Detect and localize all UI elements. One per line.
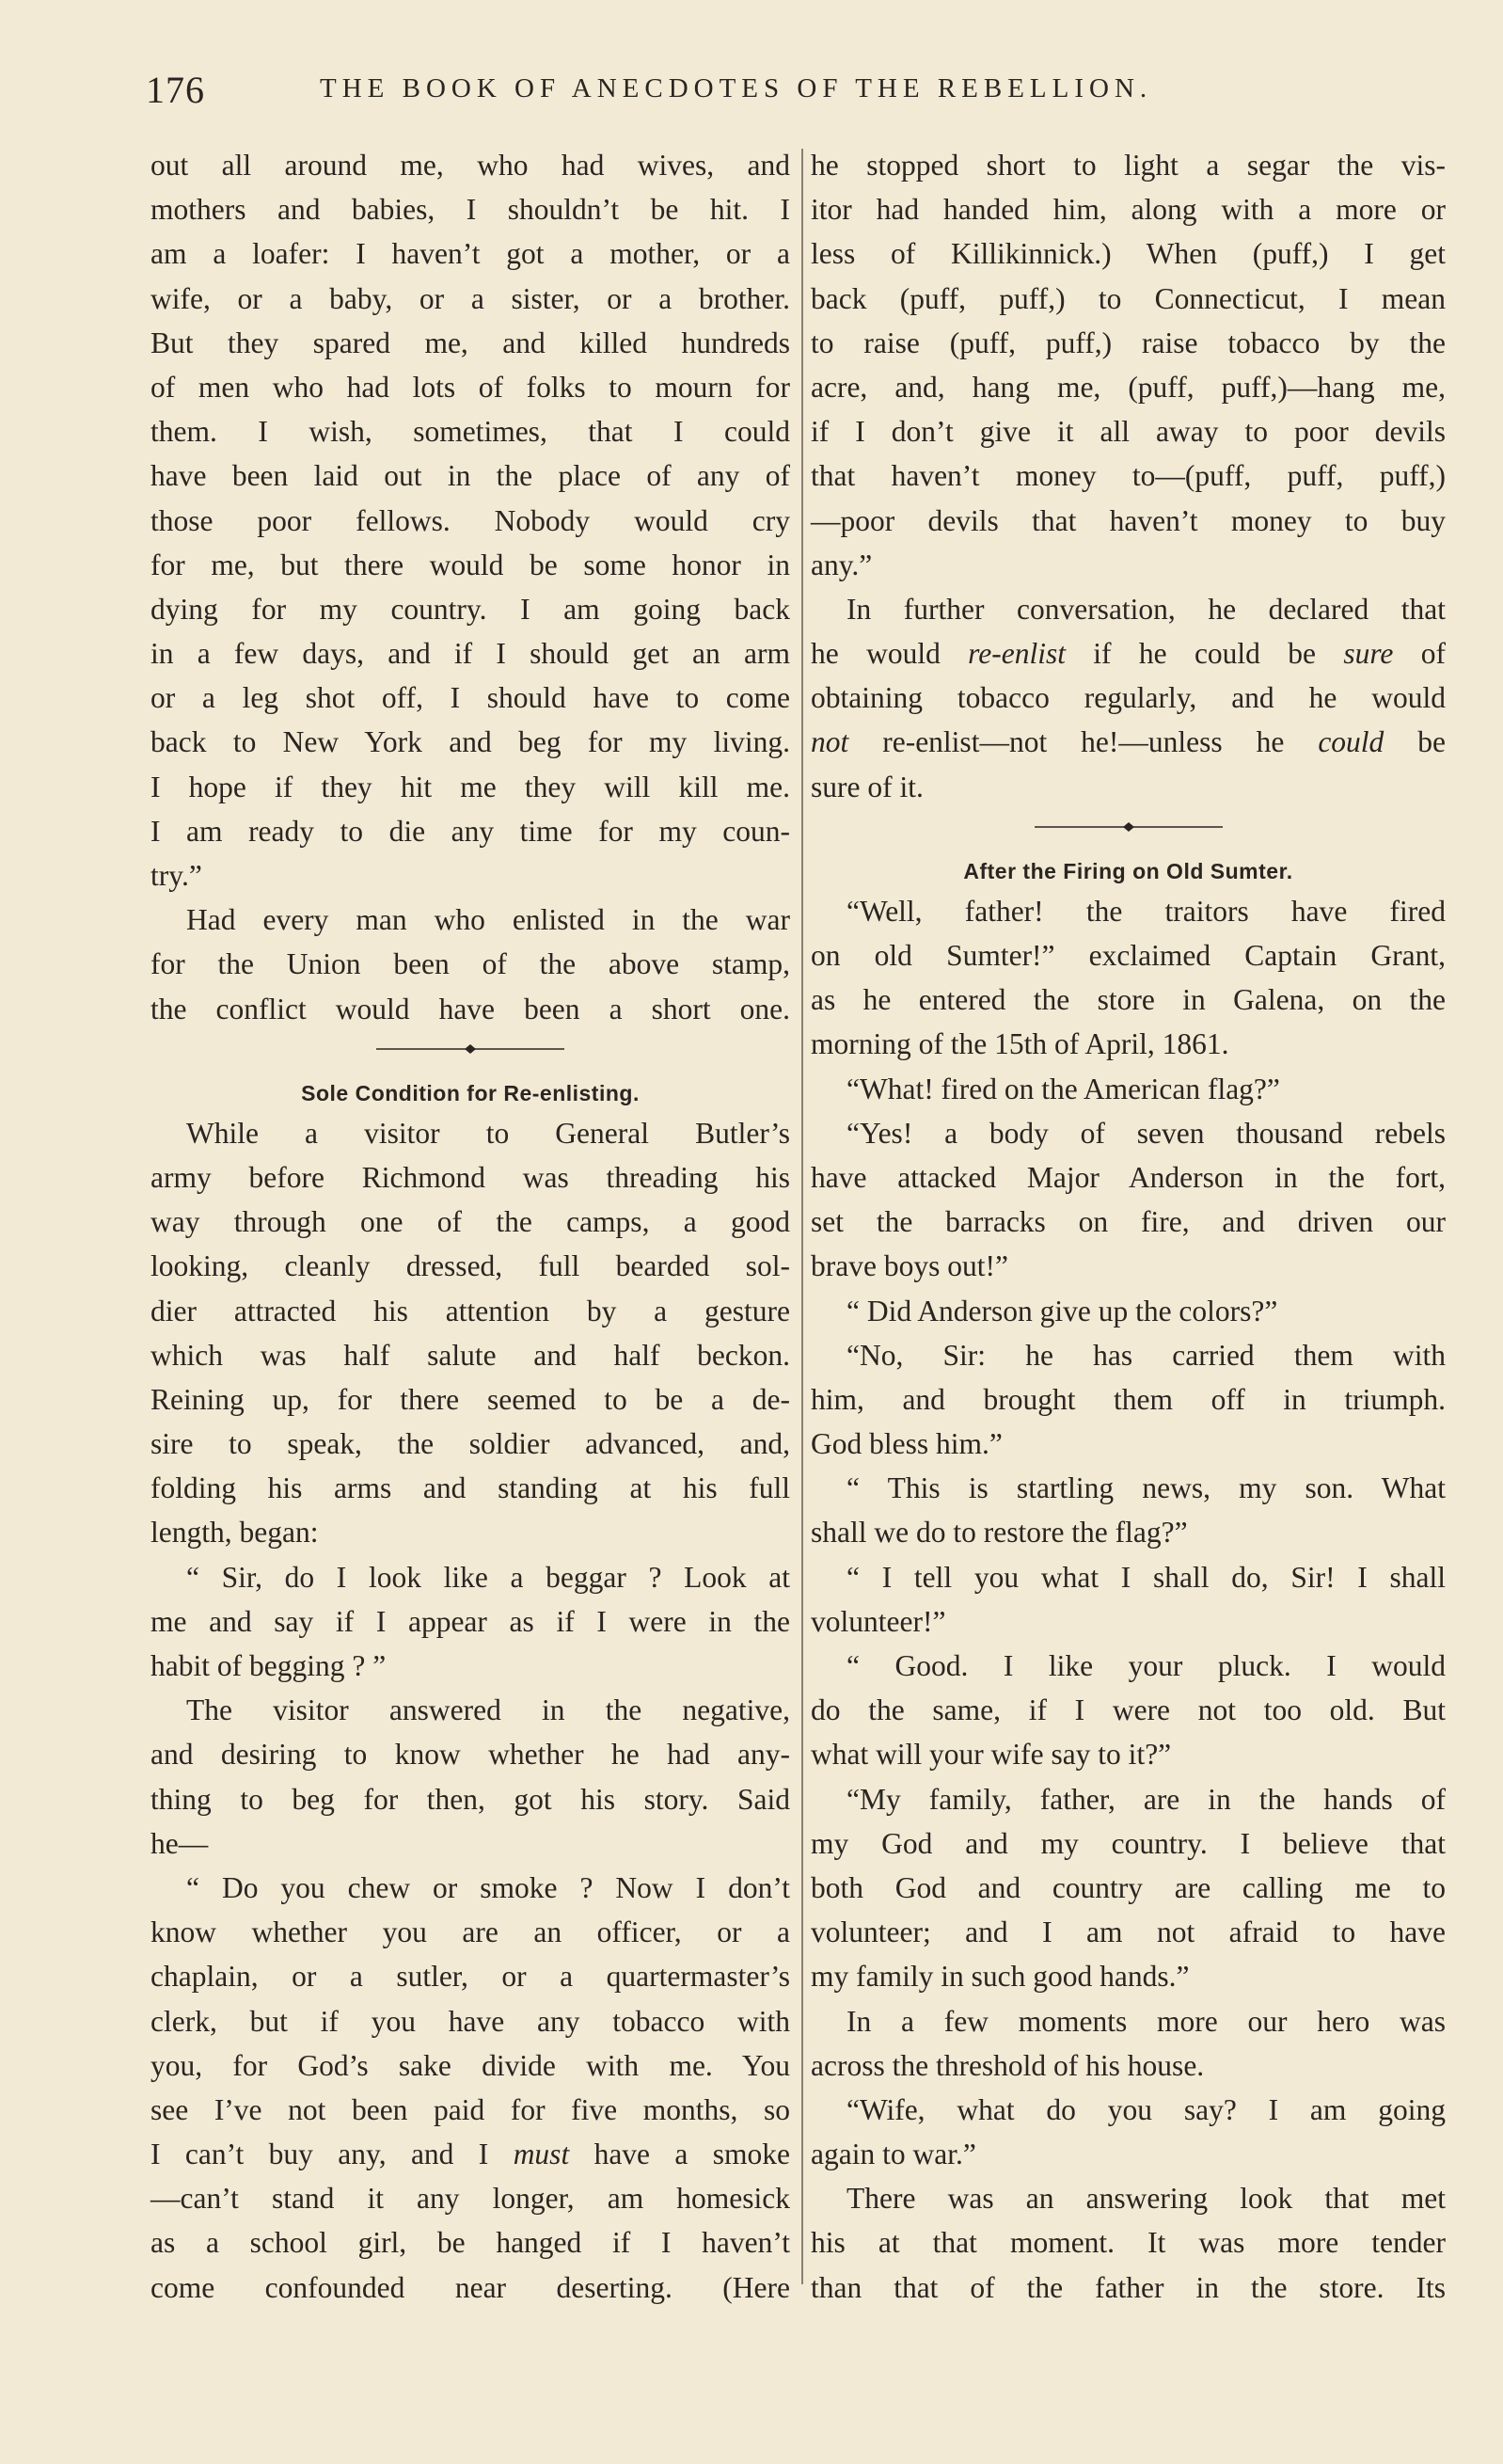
text-line: set the barracks on fire, and driven our	[811, 1205, 1446, 1239]
text-line: Reining up, for there seemed to be a de-	[150, 1382, 790, 1416]
text-span: re-enlist—not he!—unless he	[848, 725, 1319, 759]
text-line: he stopped short to light a segar the vis-	[811, 149, 1446, 182]
text-line: mothers and babies, I shouldn’t be hit. I	[150, 193, 790, 227]
text-line: shall we do to restore the flag?”	[811, 1516, 1188, 1550]
text-line: “What! fired on the American flag?”	[846, 1072, 1280, 1105]
emphasis: not	[811, 725, 849, 759]
paragraph	[811, 2176, 1446, 2310]
text-line: less of Killikinnick.) When (puff,) I get	[811, 237, 1446, 271]
text-line: both God and country are calling me to	[811, 1870, 1446, 1904]
text-line: again to war.”	[811, 2138, 976, 2171]
text-line: that haven’t money to—(puff, puff, puff,)	[811, 459, 1446, 493]
text-span: I can’t buy any, and I	[150, 2138, 489, 2171]
text-line: those poor fellows. Nobody would cry	[150, 503, 790, 537]
text-line: what will your wife say to it?”	[811, 1738, 1172, 1772]
text-line: —can’t stand it any longer, am homesick	[150, 2182, 790, 2216]
section-ornament	[811, 809, 1446, 845]
text-line: his at that moment. It was more tender	[811, 2226, 1446, 2260]
text-line: you, for God’s sake divide with me. You	[150, 2048, 790, 2082]
text-line: “No, Sir: he has carried them with	[846, 1338, 1446, 1372]
emphasis: re-enlist	[968, 637, 1066, 671]
text-line: clerk, but if you have any tobacco with	[150, 2004, 790, 2038]
text-line: which was half salute and half beckon.	[150, 1338, 790, 1372]
paragraph	[150, 143, 790, 898]
text-line: “Well, father! the traitors have fired	[846, 894, 1446, 928]
running-head: THE BOOK OF ANECDOTES OF THE REBELLION.	[320, 73, 1153, 103]
text-line: back to New York and beg for my living.	[150, 725, 790, 759]
text-line: I hope if they hit me they will kill me.	[150, 770, 790, 803]
text-line: In a few moments more our hero was	[846, 2004, 1446, 2038]
text-line: I am ready to die any time for my coun-	[150, 814, 790, 848]
text-line: as he entered the store in Galena, on the	[811, 983, 1446, 1017]
text-line: back (puff, puff,) to Connecticut, I mean	[811, 281, 1446, 315]
text-line	[811, 631, 1446, 676]
text-line: habit of begging ? ”	[150, 1649, 387, 1682]
text-line: in a few days, and if I should get an arm	[150, 637, 790, 671]
paragraph	[811, 889, 1446, 1067]
text-line: out all around me, who had wives, and	[150, 149, 790, 182]
right-column	[811, 143, 1446, 2310]
text-line: am a loafer: I haven’t got a mother, or a	[150, 237, 790, 271]
paragraph	[150, 1688, 790, 1866]
text-line: the conflict would have been a short one.	[150, 992, 790, 1025]
text-line: “ Did Anderson give up the colors?”	[846, 1294, 1278, 1327]
text-line: or a leg shot off, I should have to come	[150, 681, 790, 715]
text-line: know whether you are an officer, or a	[150, 1916, 790, 1949]
text-line: folding his arms and standing at his full	[150, 1471, 790, 1505]
text-line: for me, but there would be some honor in	[150, 548, 790, 581]
text-line: them. I wish, sometimes, that I could	[150, 415, 790, 449]
text-line: “My family, father, are in the hands of	[846, 1782, 1446, 1816]
text-line: “ Do you chew or smoke ? Now I don’t	[186, 1870, 790, 1904]
text-line: have been laid out in the place of any of	[150, 459, 790, 493]
paragraph	[811, 587, 1446, 809]
text-line: as a school girl, be hanged if I haven’t	[150, 2226, 790, 2260]
text-span: of	[1393, 637, 1446, 671]
text-line: “ This is startling news, my son. What	[846, 1471, 1446, 1505]
text-line: “ Good. I like your pluck. I would	[846, 1649, 1446, 1682]
text-line: dying for my country. I am going back	[150, 592, 790, 626]
text-line: —poor devils that haven’t money to buy	[811, 503, 1446, 537]
text-line	[150, 2132, 790, 2176]
paragraph	[811, 2088, 1446, 2176]
text-line: dier attracted his attention by a gesture	[150, 1294, 790, 1327]
text-line: volunteer!”	[811, 1604, 946, 1638]
paragraph	[811, 1555, 1446, 1644]
emphasis: must	[513, 2138, 570, 2171]
text-line: and desiring to know whether he had any-	[150, 1738, 790, 1772]
text-line: he—	[150, 1826, 209, 1860]
text-line: Had every man who enlisted in the war	[186, 903, 790, 937]
text-line: do the same, if I were not too old. But	[811, 1693, 1446, 1727]
text-line: army before Richmond was threading his	[150, 1160, 790, 1194]
text-line: way through one of the camps, a good	[150, 1205, 790, 1239]
text-line: my family in such good hands.”	[811, 1960, 1190, 1994]
paragraph	[811, 1644, 1446, 1777]
paragraph	[811, 1111, 1446, 1289]
text-line: to raise (puff, puff,) raise tobacco by the	[811, 326, 1446, 359]
paragraph	[150, 1111, 790, 1555]
text-span: he would	[811, 637, 969, 671]
text-line: obtaining tobacco regularly, and he would	[811, 681, 1446, 715]
text-line: any.”	[811, 548, 873, 581]
paragraph	[150, 1555, 790, 1689]
emphasis: could	[1318, 725, 1384, 759]
section-title: Sole Condition for Re-enlisting.	[301, 1080, 640, 1105]
text-line: on old Sumter!” exclaimed Captain Grant,	[811, 939, 1446, 972]
text-line: have attacked Major Anderson in the fort,	[811, 1160, 1446, 1194]
text-line: if I don’t give it all away to poor devils	[811, 415, 1446, 449]
text-line: try.”	[150, 859, 202, 892]
text-line: chaplain, or a sutler, or a quartermaster’s	[150, 1960, 790, 1994]
text-line: itor had handed him, along with a more or	[811, 193, 1446, 227]
section-ornament	[150, 1031, 790, 1067]
text-line: see I’ve not been paid for five months, so	[150, 2092, 790, 2126]
page-number: 176	[146, 69, 205, 111]
text-line: of men who had lots of folks to mourn for	[150, 370, 790, 404]
text-line: me and say if I appear as if I were in the	[150, 1604, 790, 1638]
text-line: morning of the 15th of April, 1861.	[811, 1027, 1229, 1061]
text-line: brave boys out!”	[811, 1249, 1008, 1283]
text-line: thing to beg for then, got his story. Said	[150, 1782, 790, 1816]
paragraph	[811, 1777, 1446, 1999]
paragraph	[811, 1289, 1446, 1333]
text-line: looking, cleanly dressed, full bearded sol-	[150, 1249, 790, 1283]
text-line: “ I tell you what I shall do, Sir! I shall	[846, 1560, 1446, 1594]
text-line: “ Sir, do I look like a beggar ? Look at	[186, 1560, 790, 1594]
text-line: “Wife, what do you say? I am going	[846, 2092, 1446, 2126]
text-line: wife, or a baby, or a sister, or a brother.	[150, 281, 790, 315]
text-line: length, began:	[150, 1516, 319, 1550]
paragraph	[150, 1866, 790, 2310]
text-line: across the threshold of his house.	[811, 2048, 1205, 2082]
paragraph	[811, 1466, 1446, 1554]
text-line: sure of it.	[811, 770, 924, 803]
text-line: There was an answering look that met	[846, 2182, 1446, 2216]
text-line: In further conversation, he declared that	[846, 592, 1446, 626]
text-line: for the Union been of the above stamp,	[150, 947, 790, 981]
paragraph	[811, 1333, 1446, 1467]
text-line: than that of the father in the store. Its	[811, 2270, 1446, 2304]
emphasis: sure	[1343, 637, 1394, 671]
text-line: him, and brought them off in triumph.	[811, 1382, 1446, 1416]
text-line: my God and my country. I believe that	[811, 1826, 1446, 1860]
text-span: if he could be	[1065, 637, 1344, 671]
text-line: While a visitor to General Butler’s	[186, 1116, 790, 1150]
paragraph	[150, 898, 790, 1031]
paragraph	[811, 1067, 1446, 1111]
text-line: come confounded near deserting. (Here	[150, 2270, 790, 2304]
text-line	[811, 720, 1446, 764]
column-divider	[801, 149, 803, 2284]
text-line: God bless him.”	[811, 1427, 1003, 1461]
paragraph	[811, 143, 1446, 587]
text-line: sire to speak, the soldier advanced, and,	[150, 1427, 790, 1461]
text-line: The visitor answered in the negative,	[186, 1693, 790, 1727]
text-line: volunteer; and I am not afraid to have	[811, 1916, 1446, 1949]
text-span: have a smoke	[569, 2138, 791, 2171]
text-line: “Yes! a body of seven thousand rebels	[846, 1116, 1446, 1150]
section-title: After the Firing on Old Sumter.	[963, 858, 1293, 883]
left-column	[150, 143, 790, 2310]
text-span: be	[1384, 725, 1446, 759]
text-line: But they spared me, and killed hundreds	[150, 326, 790, 359]
paragraph	[811, 1999, 1446, 2088]
text-line: acre, and, hang me, (puff, puff,)—hang me,	[811, 370, 1446, 404]
